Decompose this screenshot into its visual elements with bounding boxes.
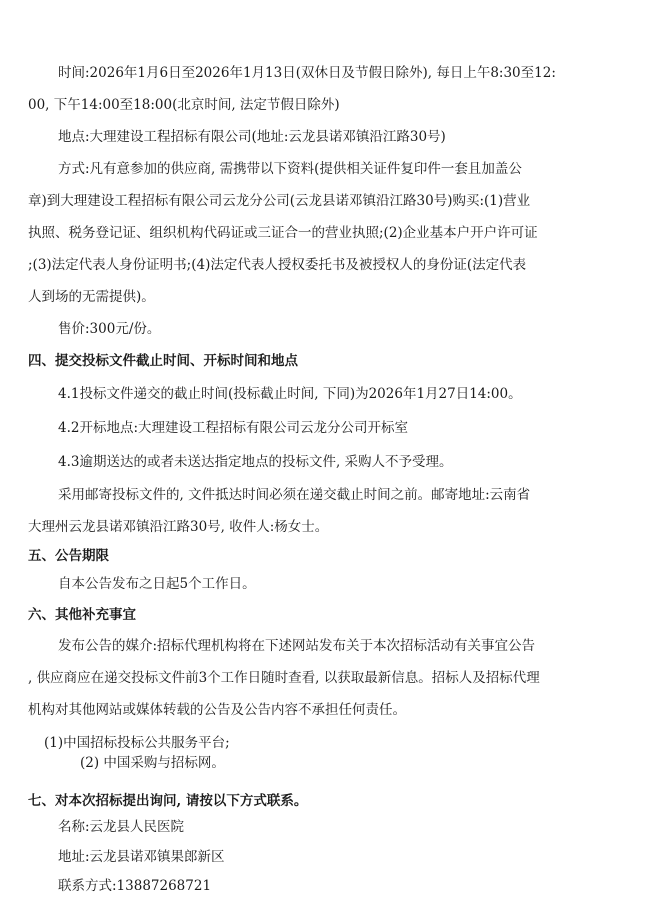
method-line-4: ;(3)法定代表人身份证明书;(4)法定代表人授权委托书及被授权人的身份证(法定代表 — [28, 257, 527, 273]
website-2: (2) 中国采购与招标网。 — [80, 755, 225, 771]
media-line-2: , 供应商应在递交投标文件前3个工作日随时查看, 以获取最新信息。招标人及招标代理 — [28, 670, 540, 686]
item-4-3: 4.3逾期送达的或者未送达指定地点的投标文件, 采购人不予受理。 — [58, 454, 453, 470]
method-line-5: 人到场的无需提供)。 — [28, 289, 155, 305]
media-line-3: 机构对其他网站或媒体转载的公告及公告内容不承担任何责任。 — [28, 702, 406, 718]
mail-line-1: 采用邮寄投标文件的, 文件抵达时间必须在递交截止时间之前。邮寄地址:云南省 — [58, 487, 531, 503]
section-heading-5: 五、公告期限 — [28, 548, 109, 564]
method-line-3: 执照、税务登记证、组织机构代码证或三证合一的营业执照;(2)企业基本户开户许可证 — [28, 225, 538, 241]
item-4-1: 4.1投标文件递交的截止时间(投标截止时间, 下同)为2026年1月27日14:00。 — [58, 386, 522, 402]
method-line-2: 章)到大理建设工程招标有限公司云龙分公司(云龙县诺邓镇沿江路30号)购买:(1)营业 — [28, 193, 531, 209]
price-line: 售价:300元/份。 — [58, 321, 161, 337]
method-line-1: 方式:凡有意参加的供应商, 需携带以下资料(提供相关证件复印件一套且加盖公 — [58, 161, 522, 177]
contact-name: 名称:云龙县人民医院 — [58, 819, 185, 835]
section-heading-6: 六、其他补充事宜 — [28, 607, 136, 623]
item-4-2: 4.2开标地点:大理建设工程招标有限公司云龙分公司开标室 — [58, 420, 409, 436]
contact-phone: 联系方式:13887268721 — [58, 878, 212, 894]
contact-address: 地址:云龙县诺邓镇果郎新区 — [58, 849, 225, 865]
website-1: (1)中国招标投标公共服务平台; — [44, 735, 230, 751]
time-line-2: 00, 下午14:00至18:00(北京时间, 法定节假日除外) — [28, 97, 340, 113]
media-line-1: 发布公告的媒介:招标代理机构将在下述网站发布关于本次招标活动有关事宜公告 — [58, 638, 536, 654]
section-heading-4: 四、提交投标文件截止时间、开标时间和地点 — [28, 353, 298, 369]
section-heading-7: 七、对本次招标提出询问, 请按以下方式联系。 — [28, 793, 308, 809]
mail-line-2: 大理州云龙县诺邓镇沿江路30号, 收件人:杨女士。 — [28, 519, 329, 535]
location-line: 地点:大理建设工程招标有限公司(地址:云龙县诺邓镇沿江路30号) — [58, 129, 446, 145]
time-line-1: 时间:2026年1月6日至2026年1月13日(双休日及节假日除外), 每日上午8:30至12: — [58, 65, 556, 81]
notice-period-line: 自本公告发布之日起5个工作日。 — [58, 576, 256, 592]
